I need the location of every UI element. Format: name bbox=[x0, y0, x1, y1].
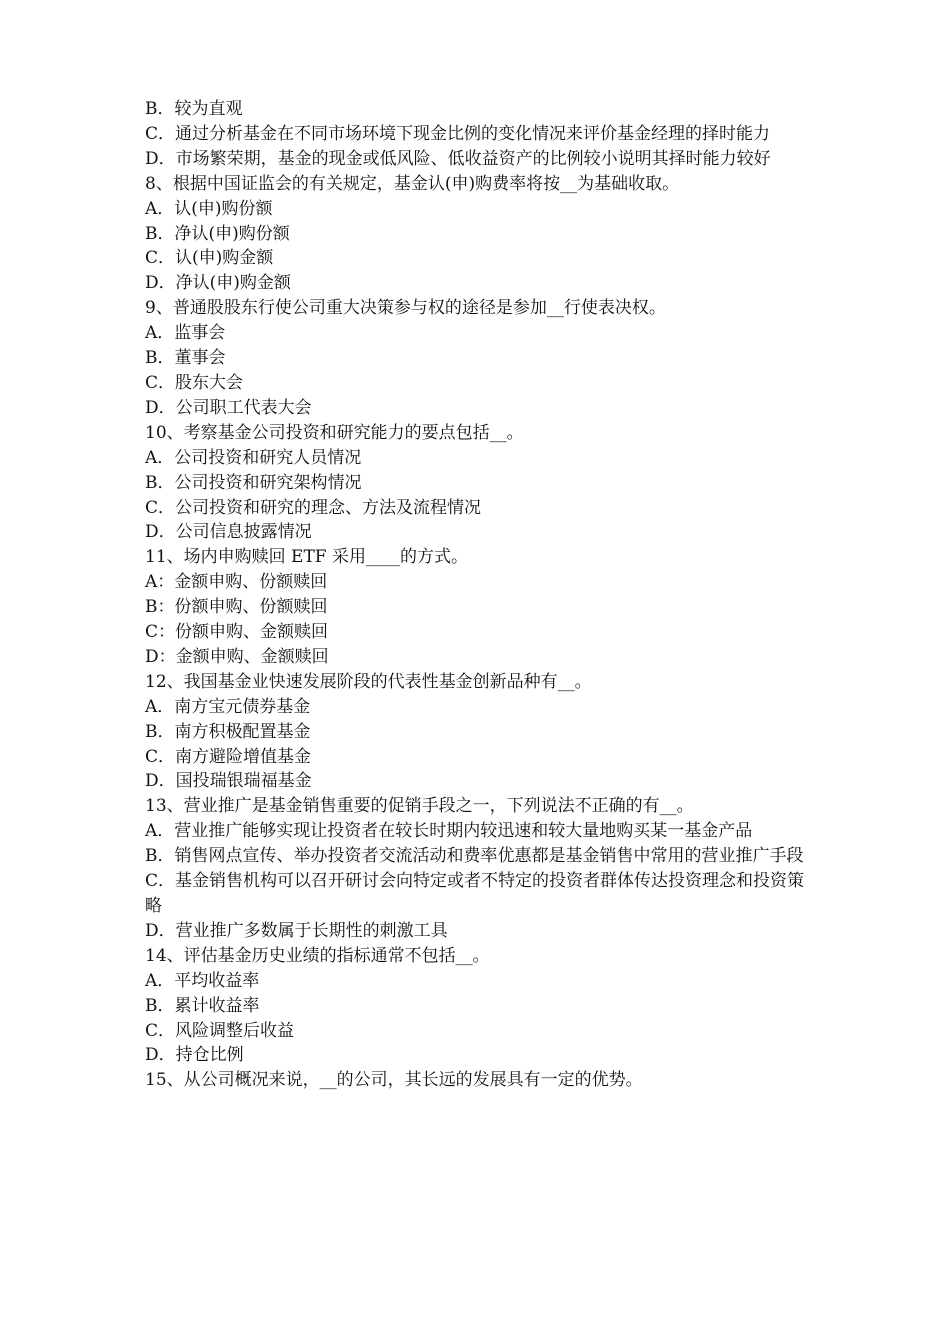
question-11: 11、场内申购赎回 ETF 采用____的方式。 bbox=[145, 547, 468, 568]
q9-option-c: C．股东大会 bbox=[145, 372, 244, 393]
question-15: 15、从公司概况来说，__的公司，其长远的发展具有一定的优势。 bbox=[145, 1070, 643, 1091]
q8-option-d: D．净认(申)购金额 bbox=[145, 273, 291, 294]
q11-option-a: A：金额申购、份额赎回 bbox=[145, 572, 328, 593]
q14-option-c: C．风险调整后收益 bbox=[145, 1020, 295, 1041]
q12-option-a: A．南方宝元债券基金 bbox=[145, 696, 311, 717]
q13-option-b: B．销售网点宣传、举办投资者交流活动和费率优惠都是基金销售中常用的营业推广手段 bbox=[145, 846, 804, 867]
q12-option-b: B．南方积极配置基金 bbox=[145, 721, 311, 742]
q13-option-a: A．营业推广能够实现让投资者在较长时期内较迅速和较大量地购买某一基金产品 bbox=[145, 821, 753, 842]
q11-option-b: B：份额申购、份额赎回 bbox=[145, 597, 328, 618]
q10-option-c: C．公司投资和研究的理念、方法及流程情况 bbox=[145, 497, 482, 518]
q8-option-c: C．认(申)购金额 bbox=[145, 248, 274, 269]
q13-option-c: C．基金销售机构可以召开研讨会向特定或者不特定的投资者群体传达投资理念和投资策略 bbox=[145, 871, 805, 916]
q14-option-b: B．累计收益率 bbox=[145, 995, 260, 1016]
question-12: 12、我国基金业快速发展阶段的代表性基金创新品种有__。 bbox=[145, 671, 592, 692]
q9-option-b: B．董事会 bbox=[145, 348, 226, 369]
q14-option-d: D．持仓比例 bbox=[145, 1045, 244, 1066]
question-13: 13、营业推广是基金销售重要的促销手段之一，下列说法不正确的有__。 bbox=[145, 796, 694, 817]
q11-option-d: D：金额申购、金额赎回 bbox=[145, 646, 329, 667]
q12-option-c: C．南方避险增值基金 bbox=[145, 746, 312, 767]
q8-option-a: A．认(申)购份额 bbox=[145, 198, 273, 219]
option-b-line: B．较为直观 bbox=[145, 99, 243, 119]
q9-option-d: D．公司职工代表大会 bbox=[145, 397, 312, 418]
q10-option-d: D．公司信息披露情况 bbox=[145, 522, 312, 543]
document-page bbox=[145, 97, 815, 1093]
question-8: 8、根据中国证监会的有关规定，基金认(申)购费率将按__为基础收取。 bbox=[145, 173, 680, 194]
question-14: 14、评估基金历史业绩的指标通常不包括__。 bbox=[145, 945, 490, 966]
question-10: 10、考察基金公司投资和研究能力的要点包括__。 bbox=[145, 422, 524, 443]
option-c-line: C．通过分析基金在不同市场环境下现金比例的变化情况来评价基金经理的择时能力 bbox=[145, 123, 771, 144]
question-9: 9、普通股股东行使公司重大决策参与权的途径是参加__行使表决权。 bbox=[145, 298, 666, 319]
q8-option-b: B．净认(申)购份额 bbox=[145, 223, 290, 244]
q11-option-c: C：份额申购、金额赎回 bbox=[145, 622, 329, 643]
q12-option-d: D．国投瑞银瑞福基金 bbox=[145, 771, 312, 792]
q13-option-d: D．营业推广多数属于长期性的刺激工具 bbox=[145, 920, 448, 941]
q10-option-b: B．公司投资和研究架构情况 bbox=[145, 472, 362, 493]
option-d-line: D．市场繁荣期，基金的现金或低风险、低收益资产的比例较小说明其择时能力较好 bbox=[145, 148, 771, 169]
q9-option-a: A．监事会 bbox=[145, 323, 226, 344]
q10-option-a: A．公司投资和研究人员情况 bbox=[145, 447, 362, 468]
q14-option-a: A．平均收益率 bbox=[145, 970, 260, 991]
